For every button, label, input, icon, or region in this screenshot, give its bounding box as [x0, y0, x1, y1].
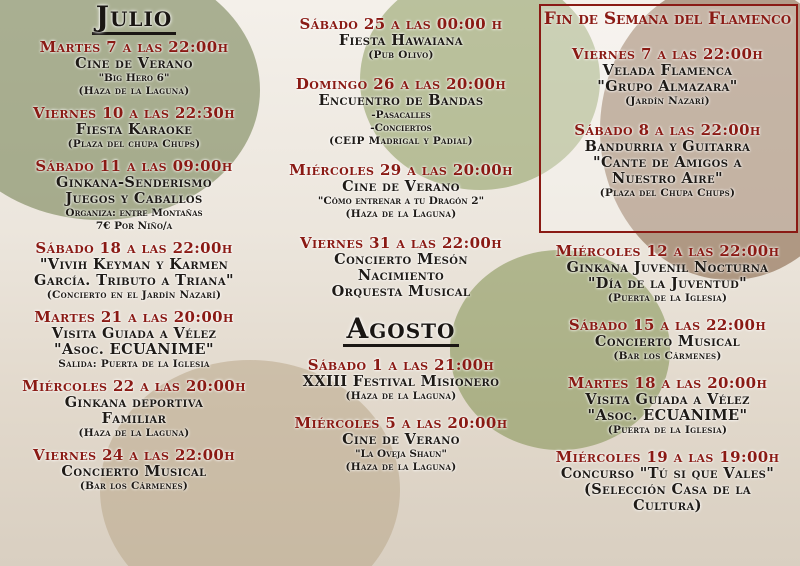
- event-date: Sábado 11 a las 09:00h: [35, 157, 233, 175]
- event-title: Concurso "Tú si que Vales": [560, 465, 775, 482]
- event-venue: (Puerta de la Iglesia): [607, 424, 728, 436]
- event-title: "Día de la Juventud": [587, 275, 748, 292]
- august-heading: Agosto: [343, 314, 460, 347]
- event-date: Miércoles 29 a las 20:00h: [289, 161, 513, 179]
- event-title: Cine de Verano: [342, 178, 460, 195]
- event-item: [5, 378, 263, 440]
- event-date: Sábado 15 a las 22:00h: [568, 316, 767, 334]
- event-title: Bandurria y Guitarra: [584, 138, 751, 155]
- event-title: Ginkana-Senderismo: [56, 174, 212, 191]
- event-date: Miércoles 22 a las 20:00h: [22, 377, 246, 395]
- event-title: Visita Guiada a Vélez: [51, 325, 217, 342]
- event-subtitle: -Pasacalles: [371, 109, 431, 121]
- flamenco-heading: Fin de Semana del Flamenco: [543, 9, 792, 29]
- event-venue: (Haza de la Laguna): [345, 208, 457, 220]
- event-item: [5, 309, 263, 371]
- event-venue: (Haza de la Laguna): [78, 427, 190, 439]
- event-item: [5, 105, 263, 151]
- event-title: Cultura): [633, 497, 702, 514]
- event-item: [5, 240, 263, 302]
- event-title: "Cante de Amigos a: [593, 154, 742, 171]
- event-item: [5, 447, 263, 493]
- event-venue: (Bar los Cármenes): [79, 480, 189, 492]
- event-item: [270, 76, 532, 148]
- event-title: Encuentro de Bandas: [318, 92, 484, 109]
- event-title: Orquesta Musical: [331, 283, 471, 300]
- event-item: [270, 16, 532, 62]
- event-title: Cine de Verano: [342, 431, 460, 448]
- event-subtitle: "Big Hero 6": [98, 72, 170, 84]
- event-title: Velada Flamenca: [602, 62, 733, 79]
- event-date: Sábado 8 a las 22:00h: [574, 121, 761, 139]
- event-date: Viernes 24 a las 22:00h: [32, 446, 236, 464]
- event-venue: (Haza de la Laguna): [345, 390, 457, 402]
- event-venue: (Haza de la Laguna): [78, 85, 190, 97]
- event-item: [541, 122, 794, 200]
- event-title: "Grupo Almazara": [597, 78, 738, 95]
- event-title: Ginkana Juvenil Nocturna: [566, 259, 769, 276]
- event-subtitle: "La Oveja Shaun": [355, 448, 447, 460]
- event-item: [270, 415, 532, 474]
- event-date: Miércoles 19 a las 19:00h: [555, 448, 780, 466]
- event-item: [5, 158, 263, 233]
- event-venue: (Jardín Nazarí): [625, 95, 710, 107]
- event-item: [270, 235, 532, 300]
- event-subtitle: -Conciertos: [370, 122, 432, 134]
- event-title: Fiesta Karaoke: [75, 121, 193, 138]
- event-title: Juegos y Caballos: [65, 190, 203, 207]
- event-title: XXIII Festival Misionero: [302, 373, 500, 390]
- event-title: "Asoc. ECUANIME": [54, 341, 214, 358]
- event-item: [5, 39, 263, 98]
- event-item: [541, 375, 794, 437]
- event-date: Martes 7 a las 22:00h: [39, 38, 229, 56]
- event-date: Sábado 18 a las 22:00h: [35, 239, 233, 257]
- event-venue: (Haza de la Laguna): [345, 461, 457, 473]
- event-item: [270, 162, 532, 221]
- event-title: (Selección Casa de la: [584, 481, 751, 498]
- event-title: Concierto Musical: [594, 333, 741, 350]
- event-date: Miércoles 12 a las 22:00h: [555, 242, 780, 260]
- event-item: [541, 449, 794, 514]
- event-venue: (Bar los Cármenes): [613, 350, 722, 362]
- event-item: [541, 317, 794, 363]
- event-item: [270, 357, 532, 403]
- event-item: [541, 243, 794, 305]
- event-venue: (Puerta de la Iglesia): [607, 292, 728, 304]
- event-item: [541, 46, 794, 108]
- event-date: Domingo 26 a las 20:00h: [295, 75, 507, 93]
- event-venue: (Plaza del Chupa Chups): [599, 187, 736, 199]
- event-title: "Vivih Keyman y Karmen: [39, 256, 229, 273]
- event-venue: (CEIP Madrigal y Padial): [329, 135, 473, 147]
- event-title: Ginkana deportiva: [64, 394, 204, 411]
- event-title: Nacimiento: [357, 267, 445, 284]
- event-date: Viernes 7 a las 22:00h: [571, 45, 764, 63]
- event-venue: (Concierto en el Jardín Nazarí): [46, 289, 222, 301]
- event-subtitle: "Cómo entrenar a tu Dragón 2": [317, 195, 485, 207]
- event-date: Sábado 25 a las 00:00 h: [299, 15, 503, 33]
- july-heading: Julio: [92, 2, 177, 35]
- event-title: Nuestro Aire": [612, 170, 723, 187]
- event-title: Familiar: [101, 410, 167, 427]
- event-subtitle: 7€ Por Niño/a: [95, 220, 173, 232]
- event-date: Sábado 1 a las 21:00h: [307, 356, 495, 374]
- event-venue: Salida: Puerta de la Iglesia: [58, 358, 210, 370]
- event-date: Miércoles 5 a las 20:00h: [294, 414, 508, 432]
- event-date: Viernes 31 a las 22:00h: [299, 234, 503, 252]
- july-column-2: [270, 16, 532, 486]
- event-title: Visita Guiada a Vélez: [585, 391, 750, 408]
- event-title: Concierto Musical: [61, 463, 207, 480]
- event-date: Viernes 10 a las 22:30h: [32, 104, 236, 122]
- event-subtitle: Organiza: entre Montañas: [65, 207, 203, 219]
- august-column: [541, 243, 794, 526]
- event-title: Concierto Mesón: [334, 251, 468, 268]
- july-column: [5, 2, 263, 500]
- event-title: García. Tributo a Triana": [34, 272, 234, 289]
- event-venue: (Plaza del chupa Chups): [67, 138, 201, 150]
- event-date: Martes 21 a las 20:00h: [34, 308, 234, 326]
- event-date: Martes 18 a las 20:00h: [567, 374, 768, 392]
- event-title: Cine de Verano: [75, 55, 193, 72]
- flamenco-column: [541, 8, 794, 214]
- event-title: "Asoc. ECUANIME": [587, 407, 748, 424]
- event-title: Fiesta Hawaiana: [338, 32, 464, 49]
- event-venue: (Pub Olivo): [368, 49, 434, 61]
